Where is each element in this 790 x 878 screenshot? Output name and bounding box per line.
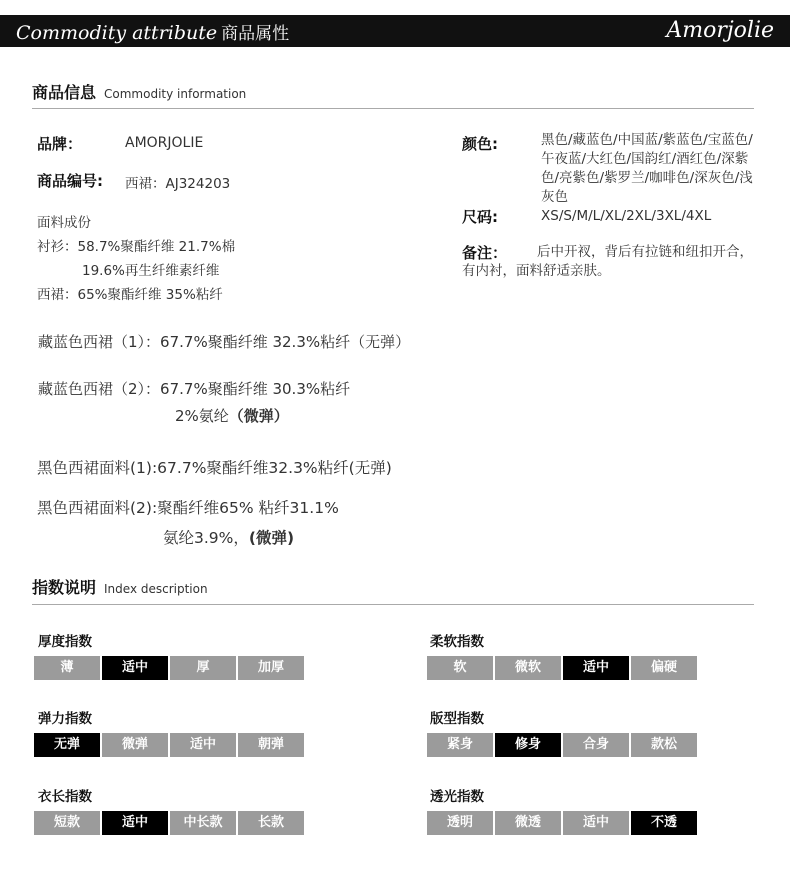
index-option: 朝弹 xyxy=(238,733,304,757)
index-title-transparency: 透光指数 xyxy=(430,789,484,805)
black-skirt-2-line1: 黑色西裙面料(2):聚酯纤维65% 粘纤31.1% xyxy=(37,499,339,517)
index-option: 适中 xyxy=(563,811,629,835)
header-title: Commodity attribute 商品属性 xyxy=(16,22,290,44)
brand-logo: Amorjolie xyxy=(666,18,774,43)
index-section-subtitle: Index description xyxy=(104,582,208,596)
index-option: 厚 xyxy=(170,656,236,680)
index-option: 透明 xyxy=(427,811,493,835)
size-label: 尺码: xyxy=(462,208,498,226)
index-option: 适中 xyxy=(102,656,168,680)
size-value: XS/S/M/L/XL/2XL/3XL/4XL xyxy=(541,208,712,224)
navy-skirt-1: 藏蓝色西裙（1）：67.7%聚酯纤维 32.3%粘纤（无弹） xyxy=(38,333,411,351)
index-option: 不透 xyxy=(631,811,697,835)
index-scale-elasticity xyxy=(34,733,304,757)
index-option: 微透 xyxy=(495,811,561,835)
index-option: 合身 xyxy=(563,733,629,757)
brand-label: 品牌： xyxy=(37,135,83,153)
item-no-value: 西裙：AJ324203 xyxy=(125,176,231,192)
index-scale-fit xyxy=(427,733,697,757)
info-section-subtitle: Commodity information xyxy=(104,87,247,101)
index-scale-softness xyxy=(427,656,697,680)
navy-skirt-2-line1: 藏蓝色西裙（2）：67.7%聚酯纤维 30.3%粘纤 xyxy=(38,380,351,398)
index-title-length: 衣长指数 xyxy=(38,789,92,805)
index-option: 微软 xyxy=(495,656,561,680)
index-option: 偏硬 xyxy=(631,656,697,680)
index-option: 款松 xyxy=(631,733,697,757)
index-option: 中长款 xyxy=(170,811,236,835)
index-title-softness: 柔软指数 xyxy=(430,634,484,650)
item-no-label: 商品编号: xyxy=(37,172,103,190)
remark-value: 后中开衩，背后有拉链和纽扣开合，有内衬，面料舒适亲肤。 xyxy=(462,244,753,279)
index-title-thickness: 厚度指数 xyxy=(38,634,92,650)
index-option: 薄 xyxy=(34,656,100,680)
color-label: 颜色: xyxy=(462,135,498,153)
info-section-title: 商品信息 Commodity information xyxy=(32,83,247,102)
black-skirt-1: 黑色西裙面料(1):67.7%聚酯纤维32.3%粘纤(无弹) xyxy=(37,459,392,477)
brand-value: AMORJOLIE xyxy=(125,135,204,151)
index-option: 修身 xyxy=(495,733,561,757)
color-value: 黑色/藏蓝色/中国蓝/紫蓝色/宝蓝色/午夜蓝/大红色/国韵红/酒红色/深紫色/亮紫色/紫罗兰/咖啡色/深灰色/浅灰色 xyxy=(541,132,753,205)
remark-label: 备注： xyxy=(462,244,508,262)
info-divider xyxy=(32,108,754,109)
fabric-shirt-1: 衬衫：58.7%聚酯纤维 21.7%棉 xyxy=(37,239,236,255)
index-option: 软 xyxy=(427,656,493,680)
index-option: 短款 xyxy=(34,811,100,835)
index-section-title: 指数说明 Index description xyxy=(32,578,208,597)
index-option: 无弹 xyxy=(34,733,100,757)
fabric-shirt-2: 19.6%再生纤维素纤维 xyxy=(82,263,220,279)
black-skirt-2-line2: 氨纶3.9%，(微弹) xyxy=(163,529,295,547)
fabric-skirt: 西裙：65%聚酯纤维 35%粘纤 xyxy=(37,287,223,303)
index-title-fit: 版型指数 xyxy=(430,711,484,727)
navy-skirt-2-line2: 2%氨纶（微弹） xyxy=(175,407,289,425)
header-title-zh: 商品属性 xyxy=(221,24,290,44)
index-divider xyxy=(32,604,754,605)
fabric-title: 面料成份 xyxy=(37,215,91,231)
index-option: 适中 xyxy=(563,656,629,680)
index-scale-length xyxy=(34,811,304,835)
index-option: 加厚 xyxy=(238,656,304,680)
index-option: 微弹 xyxy=(102,733,168,757)
index-option: 适中 xyxy=(102,811,168,835)
index-scale-thickness xyxy=(34,656,304,680)
index-option: 长款 xyxy=(238,811,304,835)
index-option: 紧身 xyxy=(427,733,493,757)
index-title-elasticity: 弹力指数 xyxy=(38,711,92,727)
index-scale-transparency xyxy=(427,811,697,835)
index-option: 适中 xyxy=(170,733,236,757)
header-bar xyxy=(0,15,790,47)
